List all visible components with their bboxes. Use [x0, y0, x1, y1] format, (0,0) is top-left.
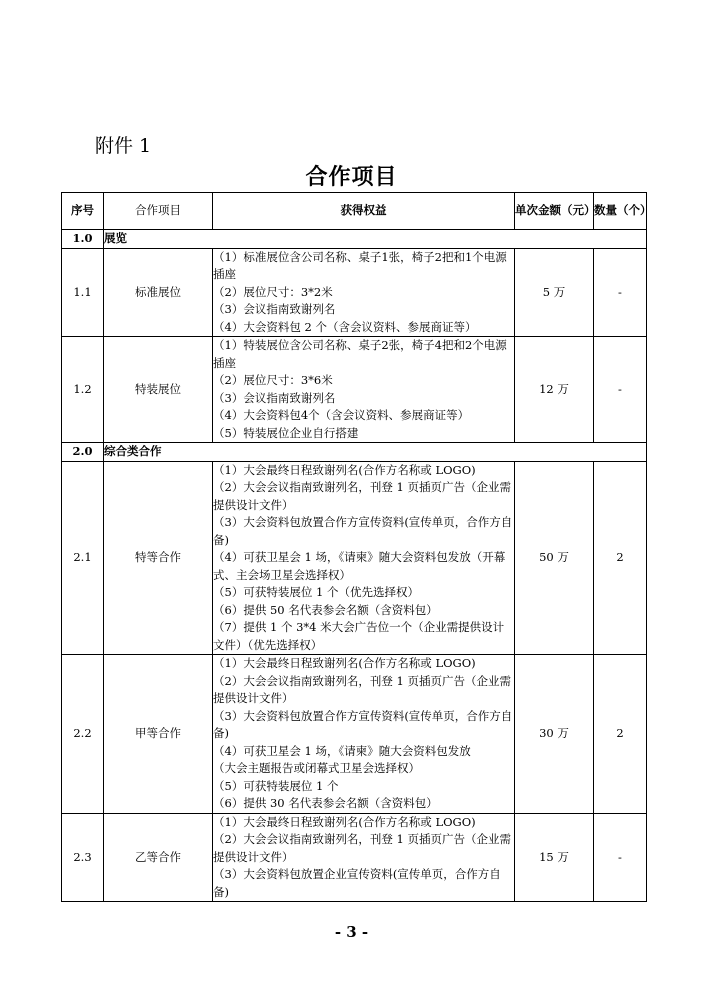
page-number: - 3 - — [334, 923, 369, 941]
row-amount: 12 万 — [515, 337, 594, 443]
table-row — [62, 248, 647, 337]
table-header-row — [62, 193, 647, 230]
benefit-line: （3）大会资料包放置合作方宣传资料(宣传单页，合作方自备) — [213, 515, 513, 547]
row-item-name: 特等合作 — [104, 461, 213, 655]
benefit-line: （3）大会资料包放置合作方宣传资料(宣传单页，合作方自备) — [213, 708, 513, 740]
header-no: 序号 — [62, 193, 104, 230]
attachment-label: 附件 1 — [95, 135, 152, 157]
benefit-line: （3）会议指南致谢列名 — [213, 302, 336, 316]
row-benefits — [213, 337, 515, 443]
row-number: 1.2 — [62, 337, 104, 443]
row-quantity: 2 — [594, 461, 647, 655]
benefit-line: （5）可获特装展位 1 个（优先选择权） — [213, 585, 419, 599]
row-benefits — [213, 461, 515, 655]
benefit-line: （1）标准展位含公司名称、桌子1张，椅子2把和1个电源插座 — [213, 249, 507, 281]
table-row — [62, 813, 647, 902]
benefit-line: （5）可获特装展位 1 个 — [213, 778, 339, 793]
row-quantity: - — [594, 337, 647, 443]
row-quantity: 2 — [594, 655, 647, 814]
row-benefits — [213, 813, 515, 902]
table-row — [62, 655, 647, 814]
row-amount: 30 万 — [515, 655, 594, 814]
section-row — [62, 230, 647, 249]
table-body — [62, 230, 647, 902]
benefit-line: （1）大会最终日程致谢列名(合作方名称或 LOGO) — [213, 814, 476, 829]
row-number: 1.1 — [62, 248, 104, 337]
benefit-line: （3）会议指南致谢列名 — [213, 390, 336, 405]
benefit-line: （1）特装展位含公司名称、桌子2张，椅子4把和2个电源插座 — [213, 338, 507, 370]
header-item: 合作项目 — [104, 193, 213, 230]
row-number: 2.3 — [62, 813, 104, 902]
header-amount: 单次金额（元） — [515, 193, 594, 230]
row-benefits — [213, 655, 515, 814]
cooperation-table — [61, 192, 652, 902]
row-number: 2.1 — [62, 461, 104, 655]
table-row — [62, 461, 647, 655]
benefit-line: （5）特装展位企业自行搭建 — [213, 425, 359, 440]
section-row — [62, 443, 647, 462]
benefit-line: （1）大会最终日程致谢列名(合作方名称或 LOGO) — [213, 462, 476, 477]
benefit-line: （4）大会资料包4个（含会议资料、参展商证等） — [213, 408, 470, 422]
benefit-line: （6）提供 30 名代表参会名额（含资料包） — [213, 796, 438, 810]
benefit-line: （2）大会会议指南致谢列名，刊登 1 页插页广告（企业需提供设计文件） — [213, 832, 511, 864]
header-qty: 数量（个） — [594, 193, 647, 230]
benefit-line: （大会主题报告或闭幕式卫星会选择权） — [213, 761, 420, 775]
row-item-name: 甲等合作 — [104, 655, 213, 814]
benefit-line: （4）可获卫星会 1 场，《请柬》随大会资料包发放 — [213, 743, 471, 758]
benefit-line: （7）提供 1 个 3*4 米大会广告位一个（企业需提供设计文件）（优先选择权） — [213, 620, 505, 652]
benefit-line: （1）大会最终日程致谢列名(合作方名称或 LOGO) — [213, 656, 476, 670]
benefit-line: （2）展位尺寸：3*2米 — [213, 284, 333, 299]
benefit-line: （2）展位尺寸：3*6米 — [213, 373, 333, 387]
benefit-line: （4）大会资料包 2 个（含会议资料、参展商证等） — [213, 319, 477, 334]
row-item-name: 特装展位 — [104, 337, 213, 443]
row-number: 2.2 — [62, 655, 104, 814]
row-benefits — [213, 248, 515, 337]
row-quantity: - — [594, 248, 647, 337]
header-benefits: 获得权益 — [213, 193, 515, 230]
benefit-line: （4）可获卫星会 1 场，《请柬》随大会资料包发放（开幕式、主会场卫星会选择权） — [213, 550, 506, 582]
benefit-line: （2）大会会议指南致谢列名，刊登 1 页插页广告（企业需提供设计文件） — [213, 480, 511, 512]
row-item-name: 乙等合作 — [104, 813, 213, 902]
row-item-name: 标准展位 — [104, 248, 213, 337]
section-number: 2.0 — [62, 443, 104, 462]
benefit-line: （6）提供 50 名代表参会名额（含资料包） — [213, 602, 438, 617]
section-name: 综合类合作 — [104, 443, 647, 462]
page-title: 合作项目 — [305, 164, 398, 190]
benefit-line: （3）大会资料包放置企业宣传资料(宣传单页，合作方自备) — [213, 867, 501, 899]
section-number: 1.0 — [62, 230, 104, 249]
row-amount: 15 万 — [515, 813, 594, 902]
section-name: 展览 — [104, 230, 647, 249]
row-quantity: - — [594, 813, 647, 902]
table-row — [62, 337, 647, 443]
benefit-line: （2）大会会议指南致谢列名，刊登 1 页插页广告（企业需提供设计文件） — [213, 673, 511, 705]
row-amount: 50 万 — [515, 461, 594, 655]
row-amount: 5 万 — [515, 248, 594, 337]
